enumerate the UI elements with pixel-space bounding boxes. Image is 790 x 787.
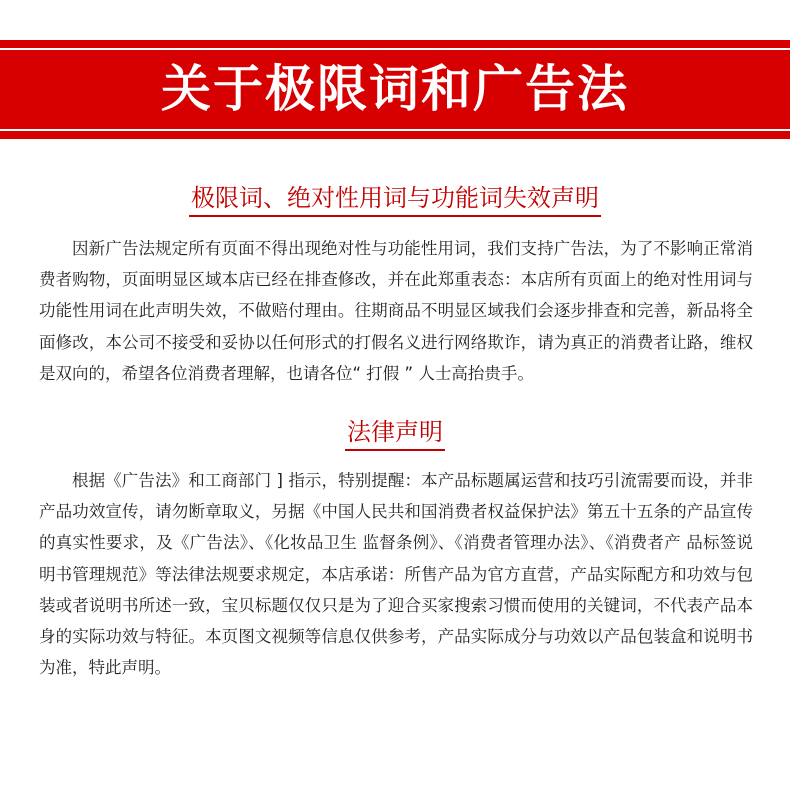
section-heading-disclaimer (0, 183, 790, 217)
section-heading-legal-text: 法律声明 (345, 417, 445, 451)
legal-paragraph: 根据《广告法》和工商部门 ] 指示，特别提醒：本产品标题属运营和技巧引流需要而设，并非产品功效宣传，请勿断章取义，另据《中国人民共和国消费者权益保护法》第五十五条的产品宣传的真实性要求，及《广告法》、《化妆品卫生 监督条例》、《消费者管理办法》、《消费者产 品标签说明书管理规范》等法律法规要求规定，本店承诺：所售产品为官方直营，产品实际配方和功效与包装或者说明书所述一致，宝贝标题仅仅只是为了迎合买家搜索习惯而使用的关键词，不代表产品本身的实际功效与特征。本页图文视频等信息仅供参考，产品实际成分与功效以产品包装盒和说明书为准，特此声明。 (39, 471, 753, 678)
banner-bottom-line (0, 129, 790, 131)
section-heading-legal (0, 417, 790, 451)
page-title: 关于极限词和广告法 (161, 60, 629, 118)
title-banner (0, 40, 790, 139)
disclaimer-paragraph: 因新广告法规定所有页面不得出现绝对性与功能性用词，我们支持广告法，为了不影响正常消费者购物，页面明显区域本店已经在排查修改，并在此郑重表态：本店所有页面上的绝对性用词与功能性用词在此声明失效，不做赔付理由。往期商品不明显区域我们会逐步排查和完善，新品将全面修改，本公司不接受和妥协以任何形式的打假名义进行网络欺诈，请为真正的消费者让路，维权是双向的，希望各位消费者理解，也请各位“ 打假 ” 人士高抬贵手。 (39, 239, 753, 383)
section-heading-disclaimer-text: 极限词、绝对性用词与功能词失效声明 (189, 183, 601, 217)
